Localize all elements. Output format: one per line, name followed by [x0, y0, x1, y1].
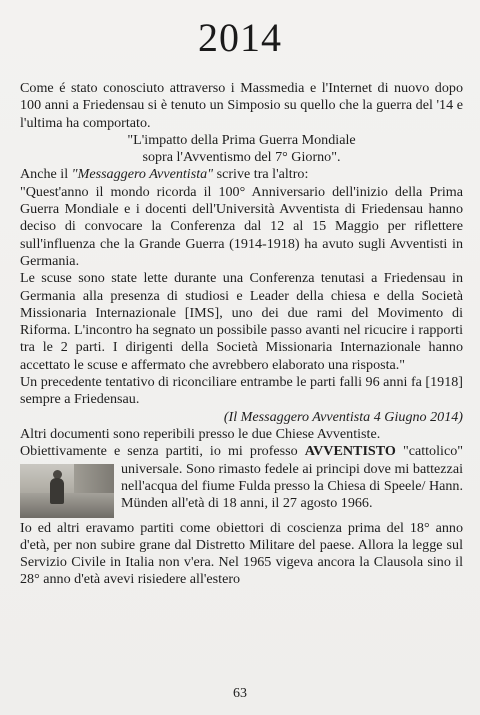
quote-paragraph-2: Le scuse sono state lette durante una Conferenza tenutasi a Friedensau in Germania alla presenza di studiosi e Leader della chiesa e della Società Missionaria Internazionale [IMS], uno dei due rami del Movimento di Riforma. L'incontro ha segnato un possibile passo avanti nel ricucire i rapporti tra le 2 parti. I dirigenti della Società Missionaria Internazionale hanno accettato le scuse e affermato che avrebbero elaborato una risposta.": [20, 270, 463, 373]
profession-block: [20, 443, 463, 519]
page-number: 63: [233, 686, 247, 701]
citation: [20, 409, 463, 426]
quote-title-line-2: sopra l'Avventismo del 7° Giorno".: [142, 149, 341, 166]
body-text: [20, 80, 463, 589]
page-title-year: 2014: [198, 15, 282, 60]
baptism-photo: [20, 464, 114, 518]
paragraph-documents: Altri documenti sono reperibili presso le due Chiese Avventiste.: [20, 425, 381, 442]
profession-before: Obiettivamente e senza partiti, io mi professo: [20, 443, 305, 460]
citation-text: (Il Messaggero Avventista 4 Giugno 2014): [223, 408, 463, 425]
paragraph-closing: Io ed altri eravamo partiti come obiettori di coscienza prima del 18° anno d'età, per non subire grane dal Distretto Militare del paese. Allora la legge sul Servizio Civile in Italia non v'era. Nel 1965 vigeva ancora la Clausola sino il 28° anno d'età avevi risiedere all'estero: [20, 519, 463, 588]
paragraph-intro: Come é stato conosciuto attraverso i Massmedia e l'Internet di nuovo dopo 100 anni a Friedensau si è tenuto un Simposio su quello che la guerra del '14 e l'ultima ha comportato.: [20, 80, 463, 131]
profession-after: "cattolico" universale. Sono rimasto fedele ai principi dove mi battezzai nell'acqua del fiume Fulda presso la Chiesa di Speele/ Hann. Münden all'età di 18 anni, il 27 agosto 1966.: [121, 443, 463, 512]
source-title: "Messaggero Avventista": [71, 166, 214, 183]
profession-bold: AVVENTISTO: [304, 443, 396, 460]
quote-title-line-1: "L'impatto della Prima Guerra Mondiale: [127, 131, 356, 148]
quote-paragraph-1: "Quest'anno il mondo ricorda il 100° Anniversario dell'inizio della Prima Guerra Mondiale e i docenti dell'Università Avventista di Friedensau hanno deciso di convocare la Conferenza dal 12 al 15 Maggio per riflettere sull'influenza che la Grande Guerra (1914-1918) ha avuto sugli Avventisti in Germania.: [20, 183, 463, 269]
intro-prefix: Anche il: [20, 166, 72, 183]
paragraph-profession: [20, 443, 463, 512]
quote-paragraph-3: Un precedente tentativo di riconciliare entrambe le parti falli 96 anni fa [1918] sempre a Friedensau.: [20, 374, 463, 408]
paragraph-messaggero-intro: [20, 166, 463, 183]
intro-suffix: scrive tra l'altro:: [213, 166, 309, 183]
